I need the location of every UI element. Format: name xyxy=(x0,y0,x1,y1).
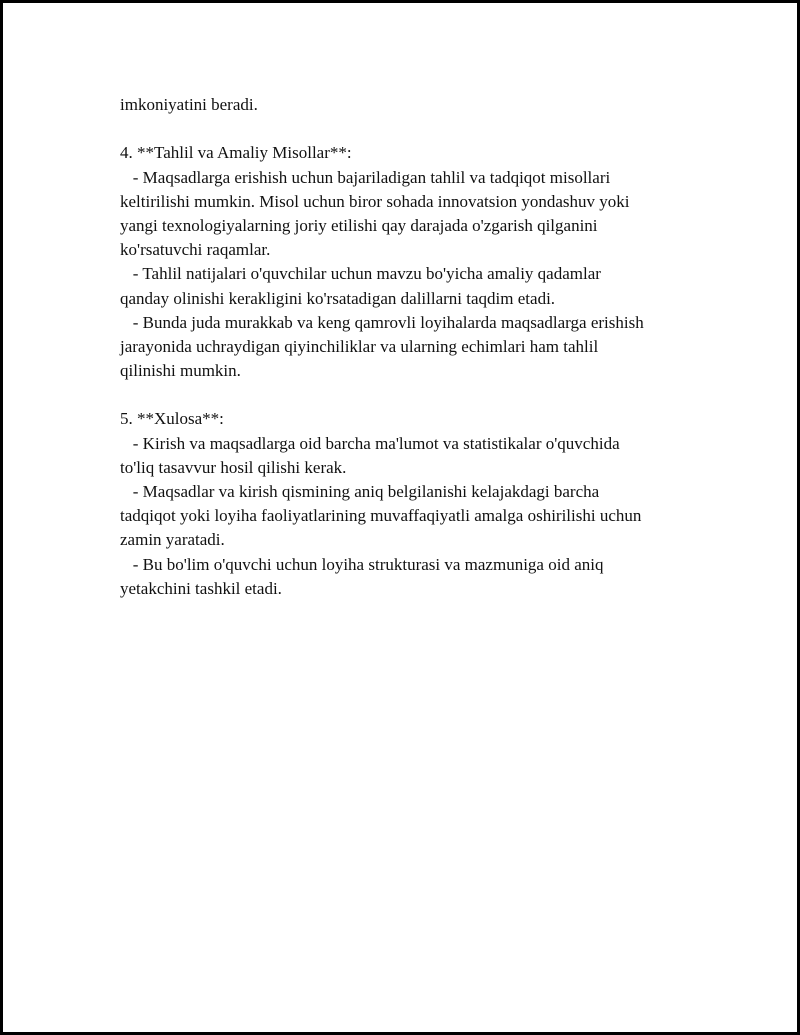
section-heading-5: 5. **Xulosa**: xyxy=(120,409,224,429)
text-line: qilinishi mumkin. xyxy=(120,361,241,381)
text-line: ko'rsatuvchi raqamlar. xyxy=(120,240,271,260)
text-line: keltirilishi mumkin. Misol uchun biror sohada innovatsion yondashuv yoki xyxy=(120,191,630,211)
text-line: zamin yaratadi. xyxy=(120,530,225,550)
text-line: - Maqsadlarga erishish uchun bajariladigan tahlil va tadqiqot misollari xyxy=(120,167,611,187)
text-line: jarayonida uchraydigan qiyinchiliklar va ularning echimlari ham tahlil xyxy=(120,336,599,356)
blank-line xyxy=(120,383,720,407)
blank-line xyxy=(120,117,720,141)
text-line: - Tahlil natijalari o'quvchilar uchun mavzu bo'yicha amaliy qadamlar xyxy=(120,264,601,284)
document-body xyxy=(120,93,720,601)
text-line: imkoniyatini beradi. xyxy=(120,95,258,114)
text-line: to'liq tasavvur hosil qilishi kerak. xyxy=(120,457,347,477)
section-heading-4: 4. **Tahlil va Amaliy Misollar**: xyxy=(120,143,352,163)
text-line: tadqiqot yoki loyiha faoliyatlarining muvaffaqiyatli amalga oshirilishi uchun xyxy=(120,506,642,526)
text-line: - Maqsadlar va kirish qismining aniq belgilanishi kelajakdagi barcha xyxy=(120,482,600,501)
text-line: yangi texnologiyalarning joriy etilishi qay darajada o'zgarish qilganini xyxy=(120,215,598,235)
text-line: qanday olinishi kerakligini ko'rsatadigan dalillarni taqdim etadi. xyxy=(120,288,556,308)
text-line: - Bunda juda murakkab va keng qamrovli loyihalarda maqsadlarga erishish xyxy=(120,312,644,332)
text-line: - Kirish va maqsadlarga oid barcha ma'lumot va statistikalar o'quvchida xyxy=(120,433,620,453)
text-line: - Bu bo'lim o'quvchi uchun loyiha strukturasi va mazmuniga oid aniq xyxy=(120,554,604,574)
text-line: yetakchini tashkil etadi. xyxy=(120,578,282,598)
